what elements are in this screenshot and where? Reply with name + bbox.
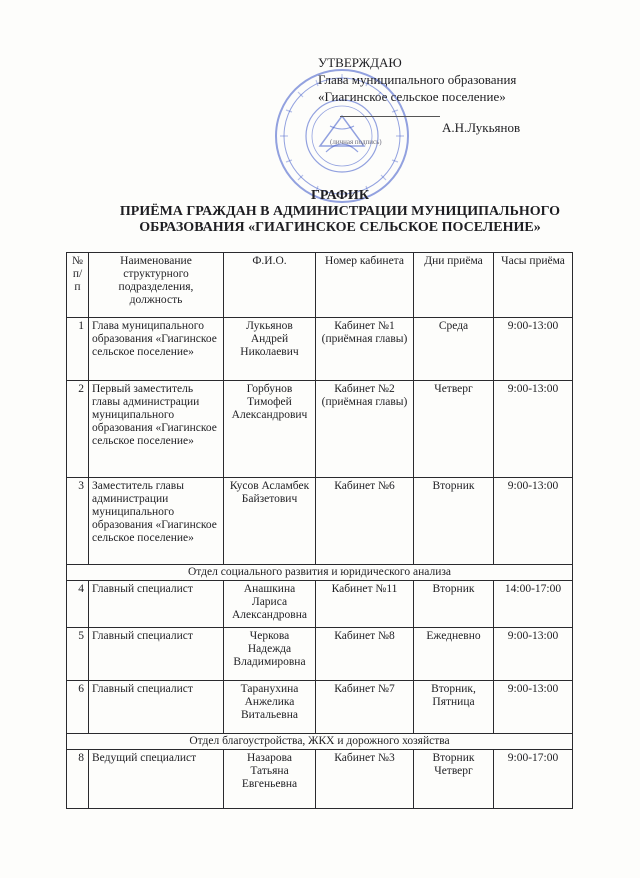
approval-position: Глава муниципального образования [318, 72, 517, 87]
cell-room: Кабинет №8 [316, 628, 414, 681]
approval-block [318, 54, 516, 105]
cell-dept: Главный специалист [89, 628, 224, 681]
cell-hours: 14:00-17:00 [494, 581, 573, 628]
cell-days: Вторник [414, 478, 494, 565]
section-row [67, 565, 573, 581]
cell-num: 3 [67, 478, 89, 565]
header-room: Номер кабинета [316, 253, 414, 318]
cell-days: Среда [414, 318, 494, 381]
cell-hours: 9:00-13:00 [494, 681, 573, 734]
table-row [67, 318, 573, 381]
table-header-row [67, 253, 573, 318]
approval-heading: УТВЕРЖДАЮ [318, 55, 402, 70]
cell-hours: 9:00-17:00 [494, 750, 573, 809]
cell-days: Вторник [414, 581, 494, 628]
section-row [67, 734, 573, 750]
cell-num: 1 [67, 318, 89, 381]
cell-dept: Глава муниципального образования «Гиагинское сельское поселение» [89, 318, 224, 381]
title-line-2: ПРИЁМА ГРАЖДАН В АДМИНИСТРАЦИИ МУНИЦИПАЛЬНОГО [119, 204, 561, 219]
signer-name: А.Н.Лукьянов [442, 120, 521, 135]
signature-caption: (личная подпись) [330, 138, 382, 146]
table-row [67, 628, 573, 681]
cell-fio: Горбунов Тимофей Александрович [224, 381, 316, 478]
cell-fio: Кусов Асламбек Байзетович [224, 478, 316, 565]
document-title [60, 188, 620, 236]
table-row [67, 381, 573, 478]
header-num: № п/п [67, 253, 89, 318]
cell-room: Кабинет №3 [316, 750, 414, 809]
cell-dept: Первый заместитель главы администрации муниципального образования «Гиагинское сельское поселение» [89, 381, 224, 478]
cell-dept: Главный специалист [89, 681, 224, 734]
cell-days: Вторник, Пятница [414, 681, 494, 734]
cell-fio: Черкова Надежда Владимировна [224, 628, 316, 681]
signature-line [340, 116, 440, 117]
cell-days: Ежедневно [414, 628, 494, 681]
cell-hours: 9:00-13:00 [494, 381, 573, 478]
cell-num: 6 [67, 681, 89, 734]
cell-hours: 9:00-13:00 [494, 318, 573, 381]
cell-num: 4 [67, 581, 89, 628]
header-dept: Наименование структурного подразделения, должность [89, 253, 224, 318]
cell-num: 5 [67, 628, 89, 681]
approval-organization: «Гиагинское сельское поселение» [318, 89, 506, 104]
table-row [67, 581, 573, 628]
cell-days: Четверг [414, 381, 494, 478]
cell-fio: Таранухина Анжелика Витальевна [224, 681, 316, 734]
table-row [67, 478, 573, 565]
cell-dept: Заместитель главы администрации муниципального образования «Гиагинское сельское поселение» [89, 478, 224, 565]
cell-num: 8 [67, 750, 89, 809]
cell-fio: Лукьянов Андрей Николаевич [224, 318, 316, 381]
cell-days: Вторник Четверг [414, 750, 494, 809]
table-row [67, 681, 573, 734]
cell-dept: Ведущий специалист [89, 750, 224, 809]
cell-room: Кабинет №1 (приёмная главы) [316, 318, 414, 381]
header-hours: Часы приёма [494, 253, 573, 318]
section-social-legal: Отдел социального развития и юридического анализа [67, 565, 573, 581]
cell-dept: Главный специалист [89, 581, 224, 628]
reception-schedule-table [66, 252, 573, 809]
header-fio: Ф.И.О. [224, 253, 316, 318]
cell-fio: Анашкина Лариса Александровна [224, 581, 316, 628]
cell-room: Кабинет №11 [316, 581, 414, 628]
section-improvement-housing-roads: Отдел благоустройства, ЖКХ и дорожного хозяйства [67, 734, 573, 750]
title-line-1: ГРАФИК [311, 188, 369, 203]
cell-room: Кабинет №2 (приёмная главы) [316, 381, 414, 478]
cell-hours: 9:00-13:00 [494, 478, 573, 565]
title-line-3: ОБРАЗОВАНИЯ «ГИАГИНСКОЕ СЕЛЬСКОЕ ПОСЕЛЕНИЕ» [139, 220, 541, 235]
cell-room: Кабинет №6 [316, 478, 414, 565]
cell-fio: Назарова Татьяна Евгеньевна [224, 750, 316, 809]
header-days: Дни приёма [414, 253, 494, 318]
cell-hours: 9:00-13:00 [494, 628, 573, 681]
cell-num: 2 [67, 381, 89, 478]
table-row [67, 750, 573, 809]
cell-room: Кабинет №7 [316, 681, 414, 734]
